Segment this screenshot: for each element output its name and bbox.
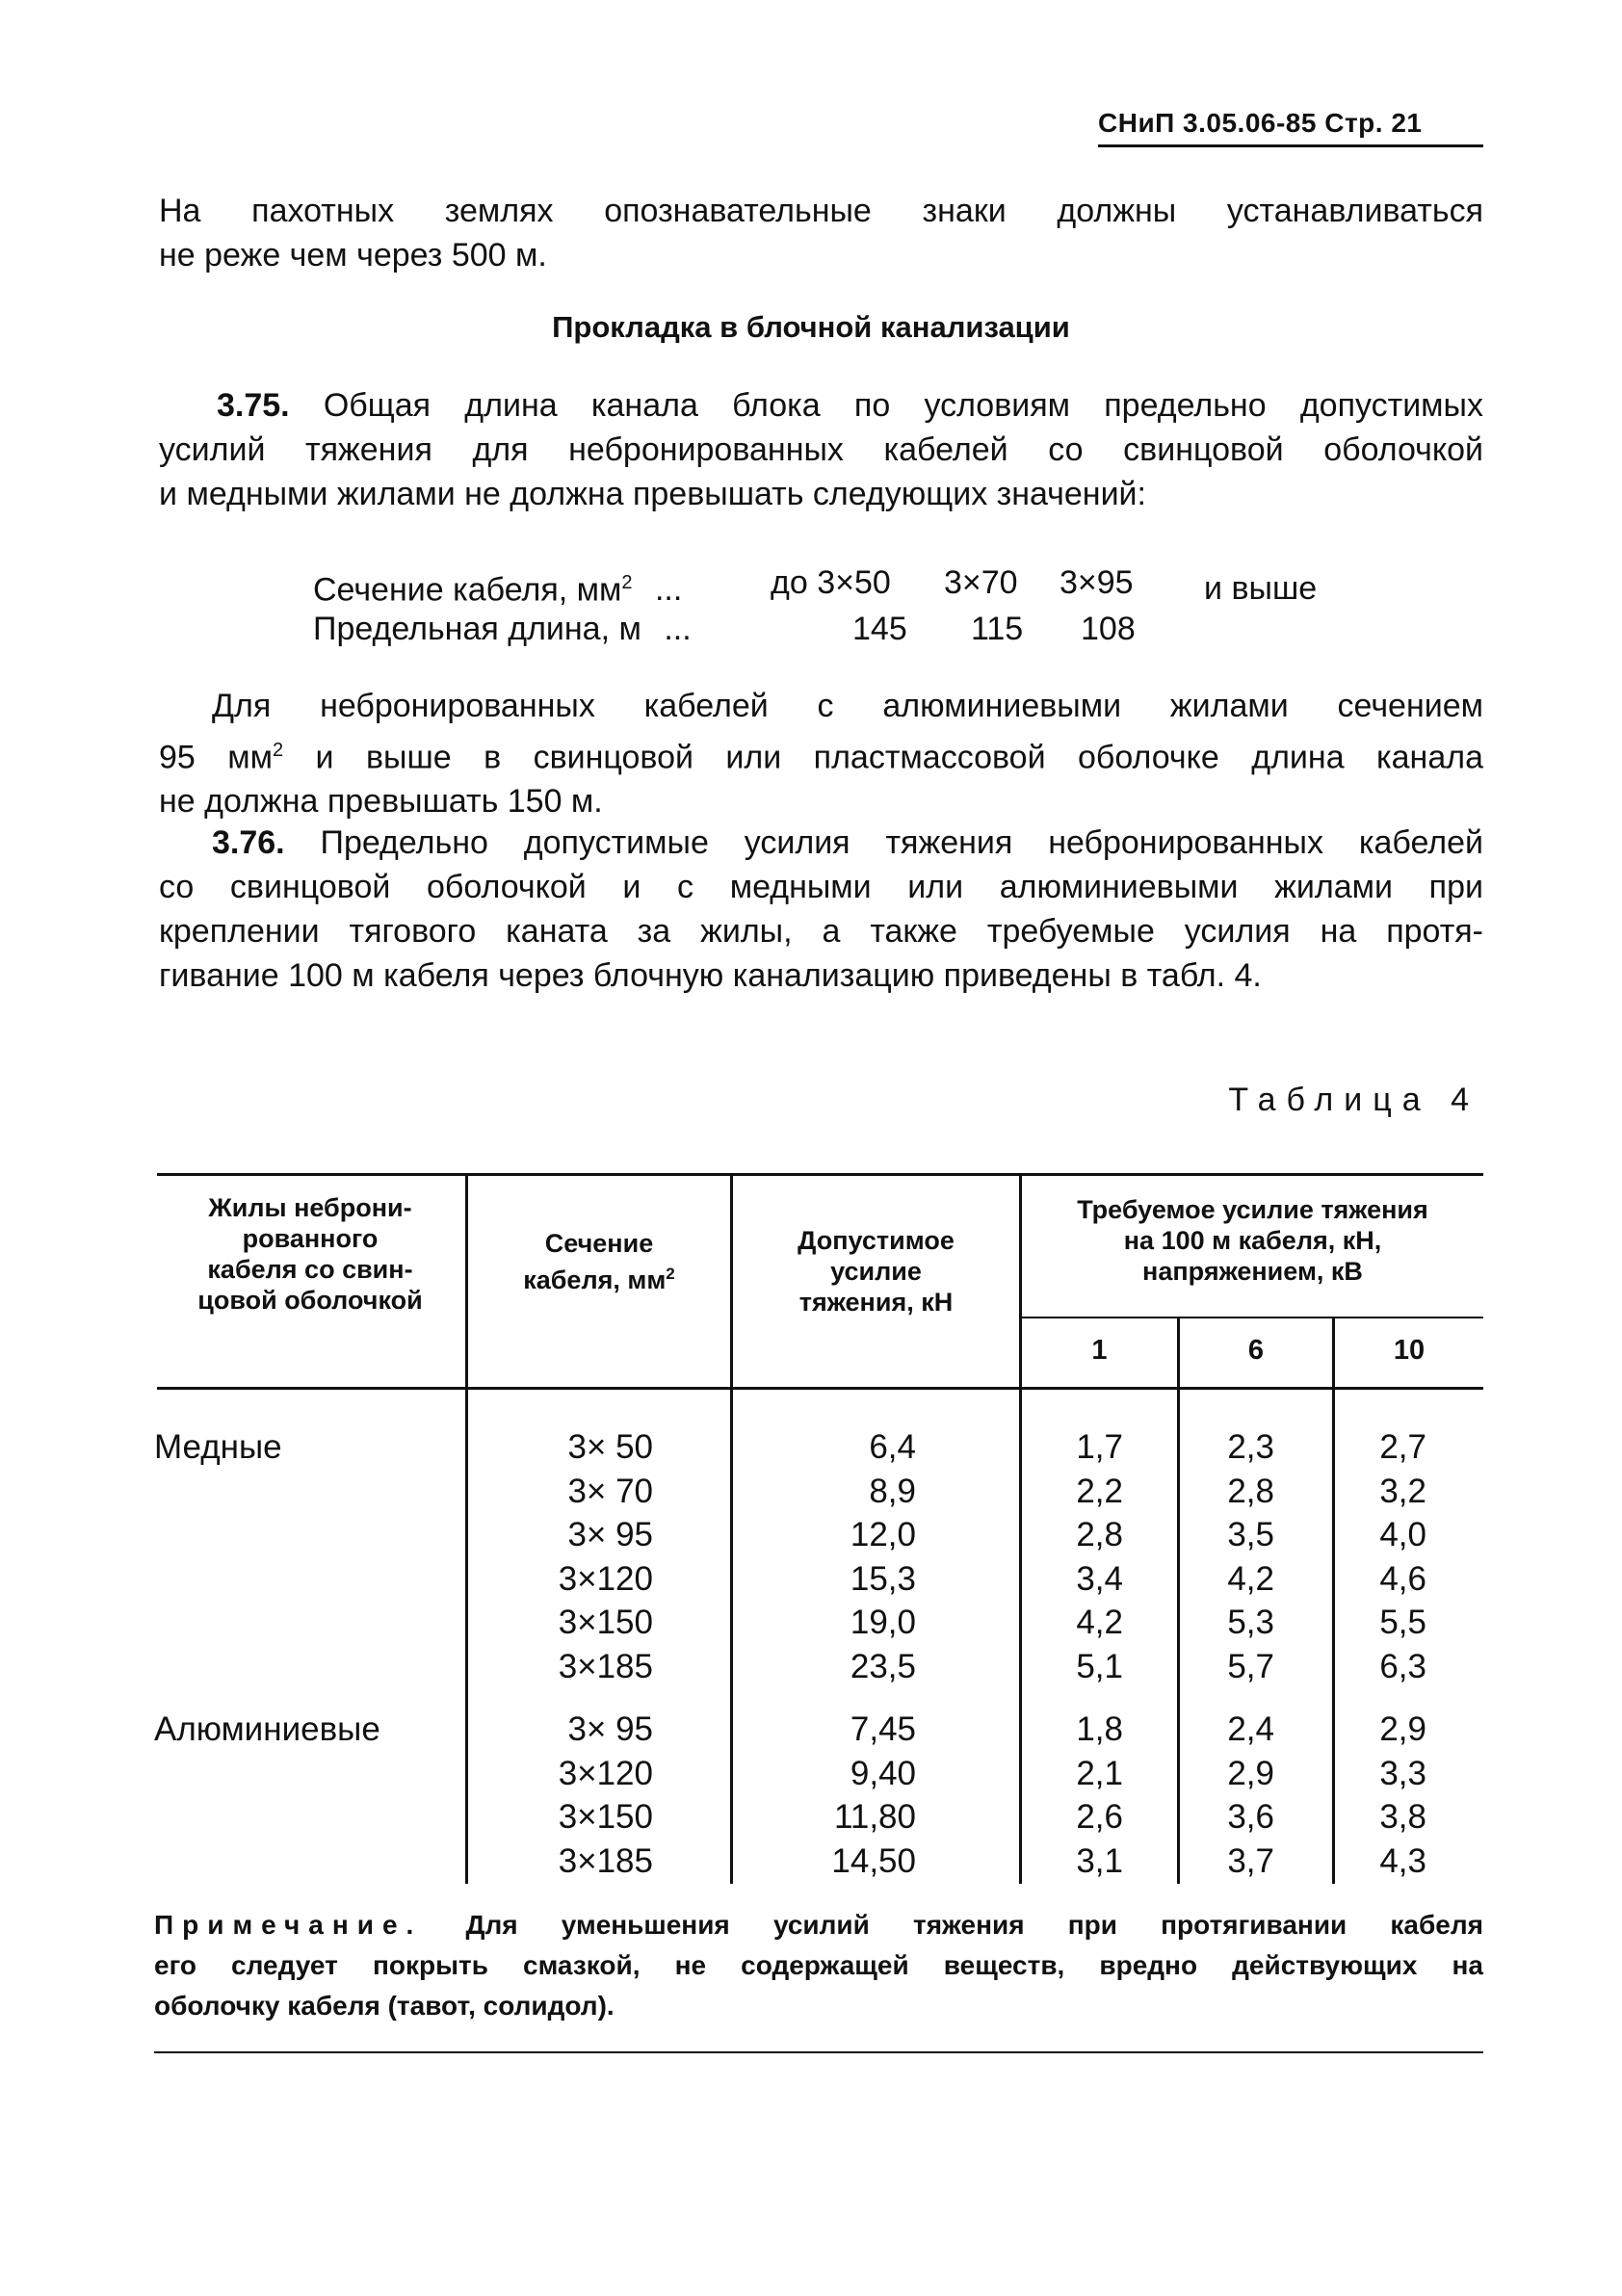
aluminium-line-2a: 95 мм [159,739,273,776]
table-cell-section: 3×185 [558,1647,653,1685]
table-cell-allowed: 8,9 [869,1472,916,1510]
table-cell-allowed: 15,3 [850,1559,916,1598]
table-cell-kv10: 4,3 [1379,1841,1426,1880]
clause-376-line-3: креплении тягового каната за жилы, а также требуемые усилия на протя- [159,913,1483,950]
table-cell-kv1: 2,1 [1076,1754,1123,1792]
header-cable-core-line: рованного [242,1224,379,1253]
aluminium-paragraph [159,684,1483,823]
section-heading: Прокладка в блочной канализации [552,310,1070,344]
table-cell-allowed: 9,40 [850,1754,916,1792]
table-cell-kv1: 5,1 [1076,1647,1123,1685]
table-cell-kv10: 3,2 [1379,1472,1426,1510]
aluminium-line-1: Для небронированных кабелей с алюминиевыми жилами сечением [212,688,1483,724]
table-cell-kv6: 4,2 [1227,1559,1274,1598]
table-vline-4 [1177,1317,1180,1884]
table-cell-section: 3× 95 [567,1710,653,1748]
table-cell-section: 3×150 [558,1604,653,1641]
limits-length-1: 145 [852,611,907,647]
table-cell-allowed: 23,5 [850,1647,916,1685]
table-cell-kv6: 5,7 [1227,1647,1274,1685]
limits-value-2: 3×70 [944,564,1018,601]
table-cell-allowed: 14,50 [831,1841,916,1880]
table-cell-allowed: 7,45 [850,1710,916,1748]
table-header-rule [157,1387,1483,1390]
header-kv-1: 1 [1091,1335,1108,1366]
table-cell-kv6: 5,3 [1227,1604,1274,1641]
table-cell-kv1: 2,2 [1076,1472,1123,1510]
limits-value-1: до 3×50 [771,564,891,601]
limits-row-1-dots: ... [654,571,683,609]
table-cell-kv10: 3,8 [1379,1798,1426,1836]
table-cell-section: 3× 70 [567,1472,653,1510]
clause-376-line-4: гивание 100 м кабеля через блочную канализацию приведены в табл. 4. [159,957,1262,994]
note-label: Примечание. [154,1910,423,1940]
group-name: Медные [154,1428,282,1466]
aluminium-line-3: не должна превышать 150 м. [159,783,603,821]
clause-375 [159,383,1483,516]
header-kv-10: 10 [1393,1335,1426,1366]
table-cell-kv1: 1,8 [1076,1710,1123,1748]
header-required-line: на 100 м кабеля, кН, [1123,1226,1382,1255]
table-cell-kv10: 2,9 [1379,1710,1426,1748]
header-allowed-line: Допустимое [798,1226,955,1255]
table-cell-kv6: 3,5 [1227,1516,1274,1553]
clause-376-line-1: Предельно допустимые усилия тяжения небронированных кабелей [320,824,1483,861]
table-cell-kv6: 3,7 [1227,1841,1274,1880]
table-cell-kv1: 4,2 [1076,1604,1123,1641]
header-cable-core-line: Жилы неброни- [208,1193,412,1222]
header-section-unit: кабеля, мм [523,1265,667,1294]
header-allowed-line: усилие [830,1257,922,1286]
table-cell-kv10: 6,3 [1379,1647,1426,1685]
limits-row-2-dots: ... [664,611,692,647]
clause-375-line-2: усилий тяжения для небронированных кабелей со свинцовой оболочкой [159,431,1483,468]
aluminium-line-2b: и выше в свинцовой или пластмассовой оболочке длина канала [283,739,1483,776]
table-note [154,1905,1483,2026]
clause-375-line-3: и медными жилами не должна превышать следующих значений: [159,476,1146,512]
note-line-1: Для уменьшения усилий тяжения при протягивании кабеля [465,1910,1483,1940]
table-top-rule [157,1173,1483,1176]
clause-376 [159,821,1483,998]
limits-value-4: и выше [1204,570,1318,607]
limits-row-2 [313,607,692,651]
table-cell-section: 3×185 [558,1841,653,1880]
aluminium-line-2-sup: 2 [273,740,284,761]
table-cell-kv6: 2,4 [1227,1710,1274,1748]
limits-row-1-label: Сечение кабеля, мм [313,571,622,609]
limits-row-1-sup: 2 [621,572,633,593]
table-cell-kv1: 2,8 [1076,1516,1123,1553]
table-subheader-rule [1021,1317,1483,1318]
limits-row-2-label: Предельная длина, м [313,611,641,647]
table-cell-kv1: 2,6 [1076,1798,1123,1836]
header-rule [1098,144,1483,147]
note-line-3: оболочку кабеля (тавот, солидол). [154,1991,615,2021]
table-vline-5 [1332,1317,1335,1884]
header-required-line: Требуемое усилие тяжения [1077,1195,1428,1224]
table-cell-section: 3×120 [558,1754,653,1792]
limits-length-2: 115 [971,611,1024,647]
aluminium-line-2 [159,728,1483,779]
header-section [468,1228,730,1295]
header-cable-core-line: кабеля со свин- [207,1255,413,1284]
table-cell-kv1: 3,1 [1076,1841,1123,1880]
table-cell-allowed: 12,0 [850,1516,916,1553]
table-cell-allowed: 19,0 [850,1604,916,1641]
table-cell-kv10: 5,5 [1379,1604,1426,1641]
intro-paragraph [159,189,1483,277]
limits-value-3: 3×95 [1060,564,1134,601]
table-cell-kv10: 4,6 [1379,1559,1426,1598]
table-title: Таблица 4 [1228,1082,1479,1118]
header-cable-core-line: цовой оболочкой [197,1286,423,1315]
header-kv-6: 6 [1247,1335,1265,1366]
table-cell-kv6: 2,9 [1227,1754,1274,1792]
running-header: СНиП 3.05.06-85 Стр. 21 [1098,108,1423,138]
table-cell-allowed: 6,4 [869,1428,916,1466]
note-line-2: его следует покрыть смазкой, не содержащей веществ, вредно действующих на [154,1950,1483,1980]
header-section-line: Сечение [544,1229,654,1258]
header-cable-core [157,1192,463,1316]
table-cell-allowed: 11,80 [834,1798,916,1836]
header-allowed-force [733,1225,1019,1318]
limits-length-3: 108 [1081,611,1136,647]
intro-line-1: На пахотных землях опознавательные знаки должны устанавливаться [159,193,1483,229]
table-cell-kv6: 3,6 [1227,1798,1274,1836]
table-cell-kv10: 3,3 [1379,1754,1426,1792]
bottom-rule [154,2051,1483,2053]
header-section-line [468,1259,730,1295]
table-cell-kv1: 1,7 [1076,1428,1123,1466]
intro-line-2: не реже чем через 500 м. [159,237,547,274]
table-cell-kv1: 3,4 [1076,1559,1123,1598]
table-cell-kv6: 2,3 [1227,1428,1274,1466]
group-name: Алюминиевые [154,1710,380,1748]
table-cell-kv6: 2,8 [1227,1472,1274,1510]
header-section-sup: 2 [666,1265,675,1283]
header-required-line: напряжением, кВ [1142,1257,1363,1286]
table-cell-section: 3×150 [558,1798,653,1836]
table-cell-section: 3×120 [558,1559,653,1598]
header-allowed-line: тяжения, кН [798,1288,954,1317]
table-cell-kv10: 2,7 [1379,1428,1426,1466]
table-cell-section: 3× 95 [567,1516,653,1553]
header-required-force [1022,1194,1483,1287]
table-cell-section: 3× 50 [567,1428,653,1466]
clause-375-line-1: Общая длина канала блока по условиям предельно допустимых [323,387,1483,424]
clause-375-number: 3.75. [217,387,290,424]
clause-376-number: 3.76. [212,824,285,861]
clause-376-line-2: со свинцовой оболочкой и с медными или алюминиевыми жилами при [159,869,1483,905]
limits-row-1 [313,561,682,612]
table-cell-kv10: 4,0 [1379,1516,1426,1553]
